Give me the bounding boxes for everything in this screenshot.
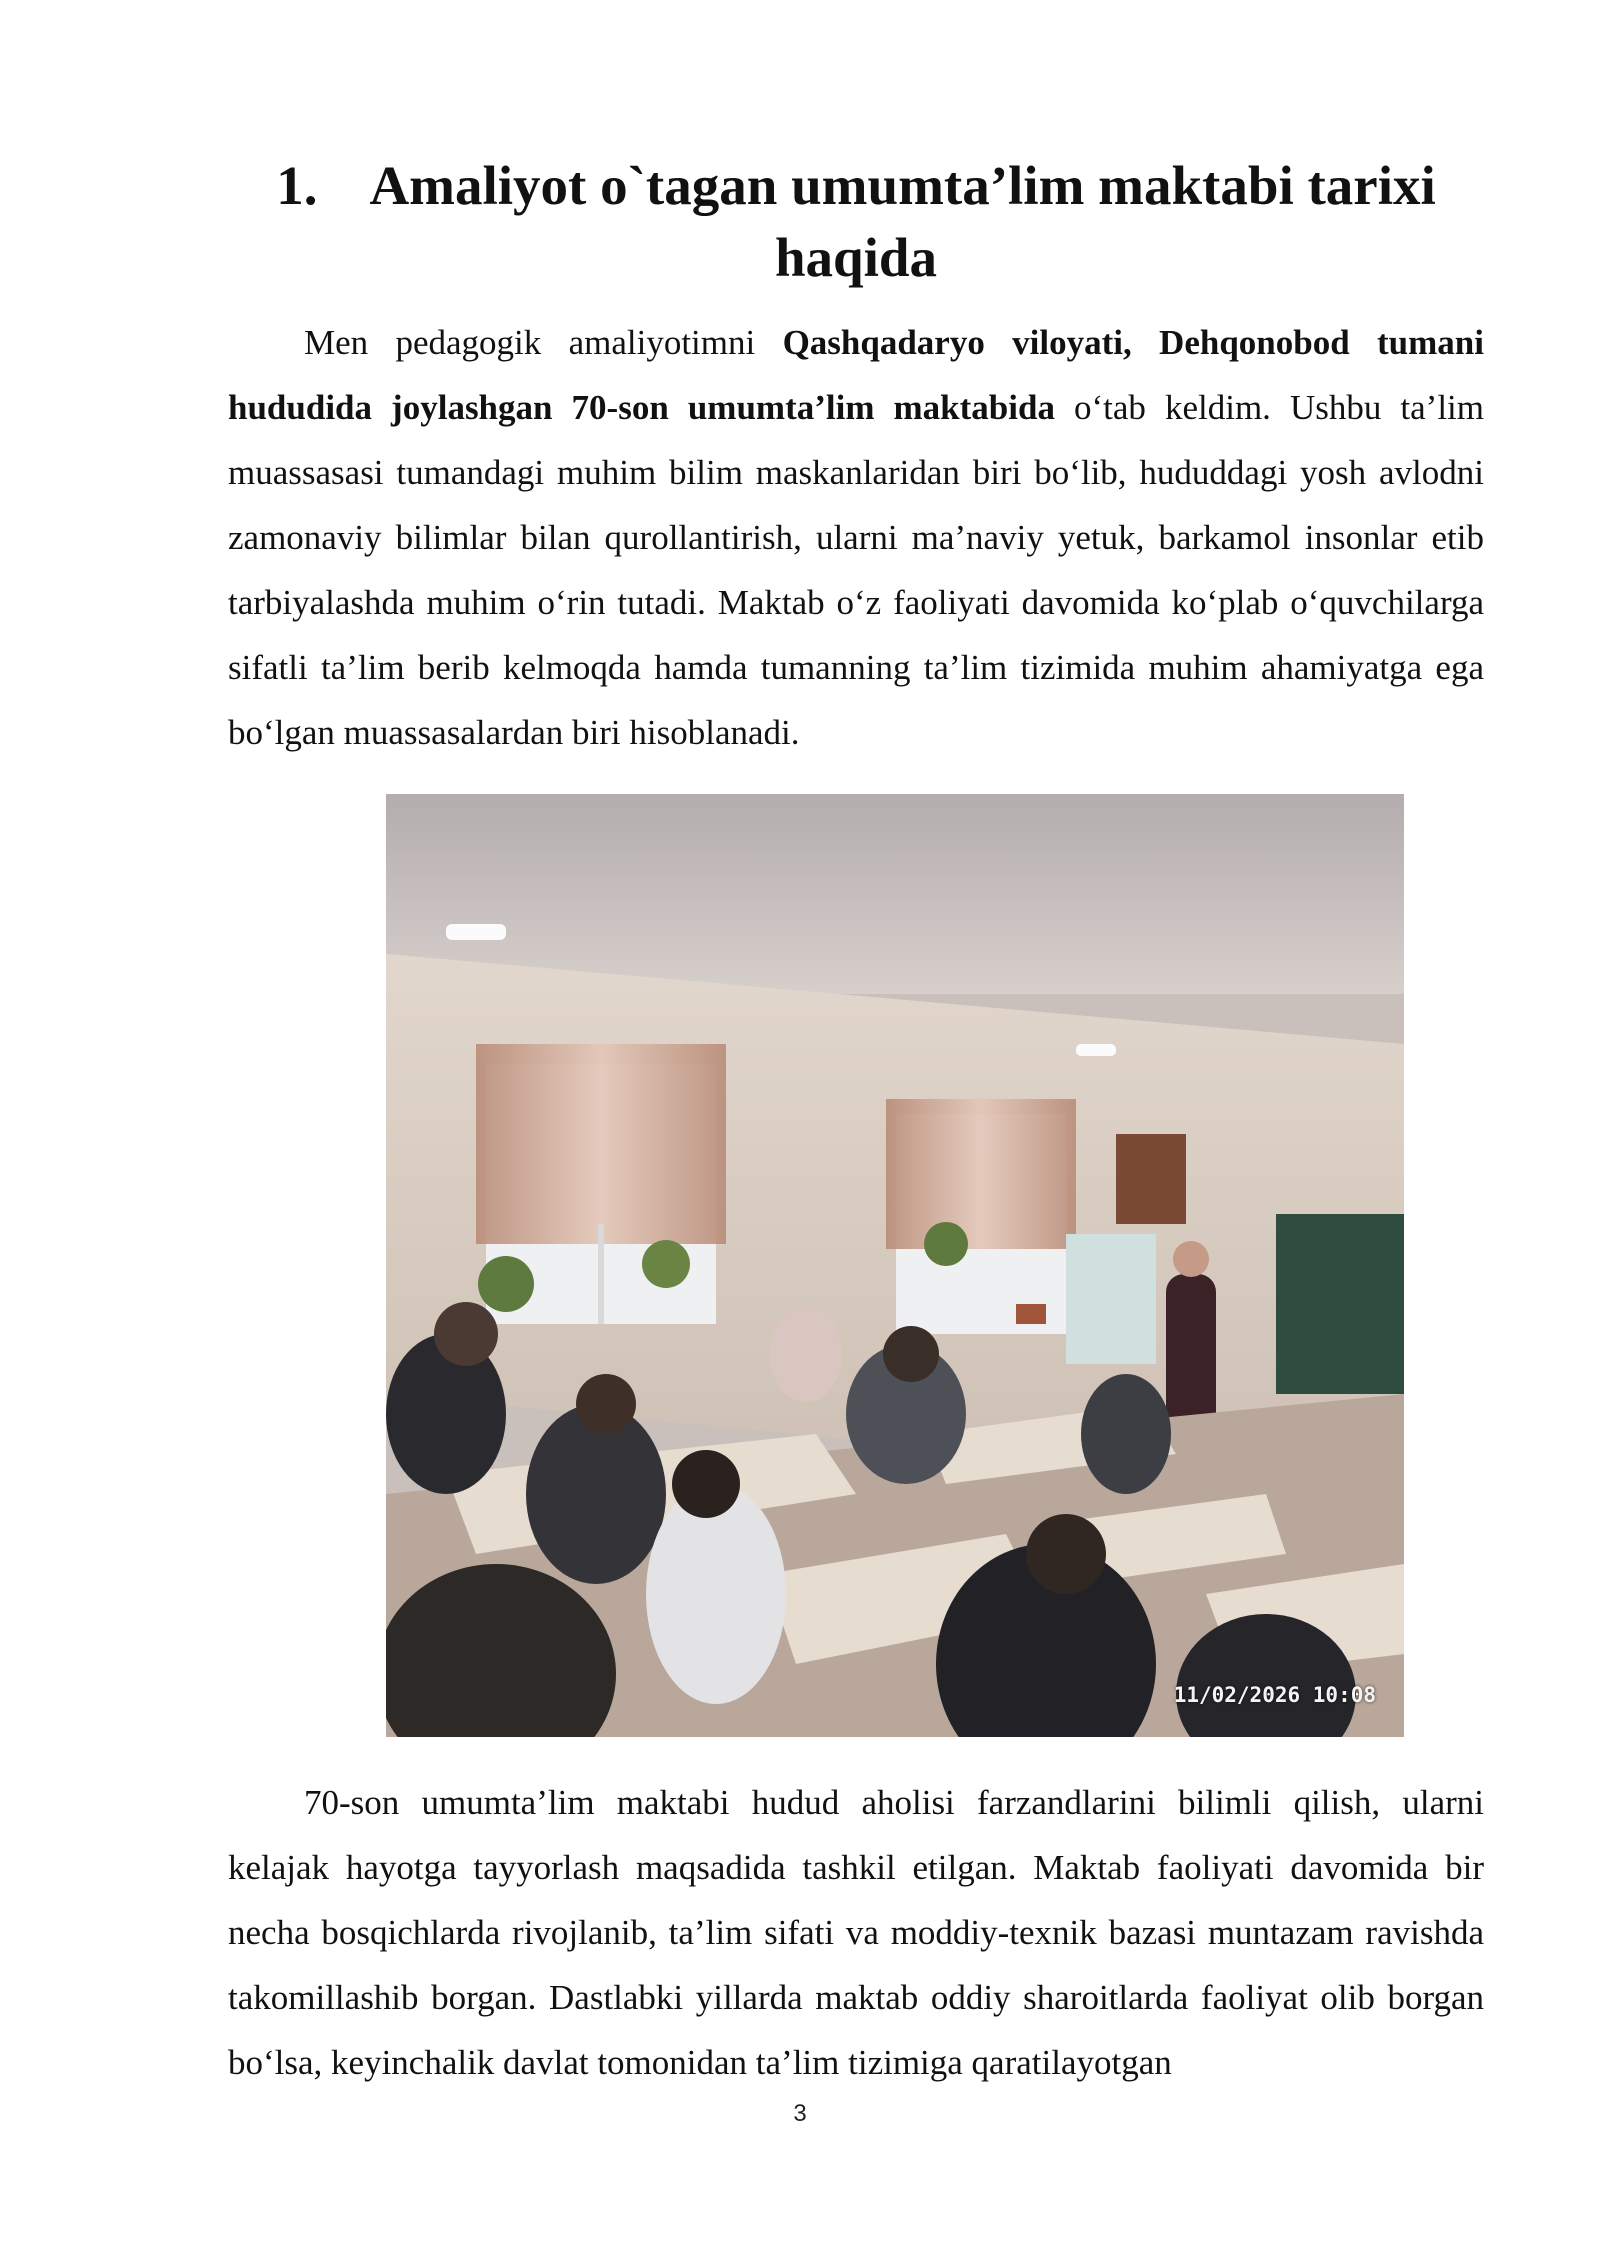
classroom-photo xyxy=(386,794,1404,1737)
photo-timestamp: 11/02/2026 10:08 xyxy=(1173,1683,1376,1707)
section-number: 1. xyxy=(276,155,318,216)
paragraph-history: 70-son umumta’lim maktabi hudud aholisi farzandlarini bilimli qilish, ularni kelajak hayotga tayyorlash maqsadida tashkil etilgan. Maktab faoliyati davomida bir necha bosqichlarda rivojlanib, ta’lim sifati va moddiy-texnik bazasi muntazam ravishda takomillashib borgan. Dastlabki yillarda maktab oddiy sharoitlarda faoliyat olib borgan bo‘lsa, keyinchalik davlat tomonidan ta’lim tizimiga qaratilayotgan xyxy=(228,1783,1484,2082)
page-number: 3 xyxy=(793,2100,807,2127)
paragraph-intro-lead: Men pedagogik amaliyotimni xyxy=(304,323,783,362)
classroom-photo-illustration xyxy=(386,794,1404,1737)
section-heading xyxy=(228,150,1484,294)
section-title: Amaliyot o`tagan umumta’lim maktabi tarixi haqida xyxy=(369,155,1436,288)
paragraph-intro-school-name: Qashqadaryo viloyati, Dehqonobod tumani hududida joylashgan 70-son umumta’lim maktabida xyxy=(228,323,1484,427)
paragraph-intro-rest: o‘tab keldim. Ushbu ta’lim muassasasi tumandagi muhim bilim maskanlaridan biri bo‘lib, hududdagi yosh avlodni zamonaviy bilimlar bilan qurollantirish, ularni ma’naviy yetuk, barkamol insonlar etib tarbiyalashda muhim o‘rin tutadi. Maktab o‘z faoliyati davomida ko‘plab o‘quvchilarga sifatli ta’lim berib kelmoqda hamda tumanning ta’lim tizimida muhim ahamiyatga ega bo‘lgan muassasalardan biri hisoblanadi. xyxy=(228,388,1485,752)
paragraph-intro xyxy=(228,310,1484,765)
